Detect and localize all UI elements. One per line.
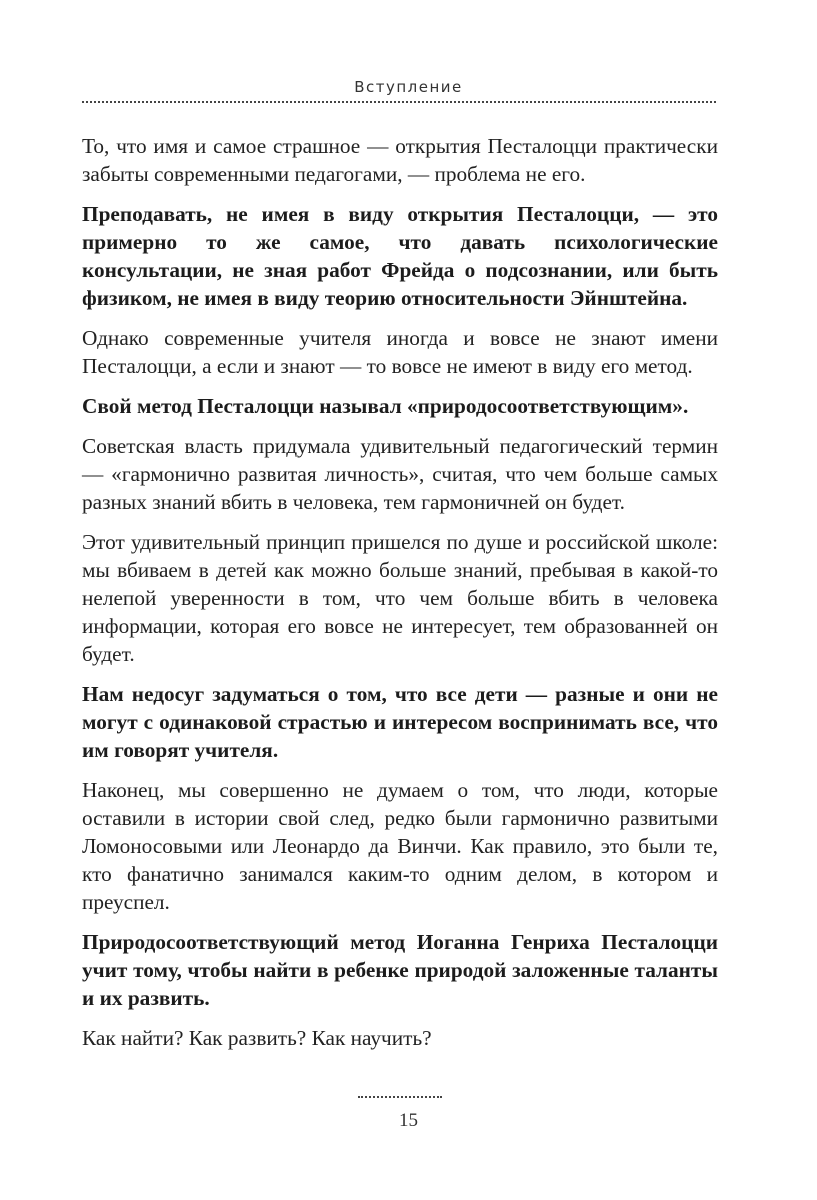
- paragraph: Как найти? Как развить? Как научить?: [82, 1026, 432, 1050]
- bold-paragraph: Преподавать, не имея в виду открытия Песталоцци, — это примерно то же самое, что давать психологические консультации, не зная работ Фрейда о подсознании, или быть физиком, не имея в виду теорию относительности Эйнштейна.: [82, 202, 718, 310]
- paragraph: Однако современные учителя иногда и вовсе не знают имени Песталоцци, а если и знают — то вовсе не имеют в виду его метод.: [82, 326, 718, 378]
- page-number: 15: [399, 1110, 418, 1131]
- body-text: [82, 132, 718, 1052]
- running-head: Вступление: [354, 78, 463, 96]
- bold-paragraph: Природосоответствующий метод Иоганна Генриха Песталоцци учит тому, чтобы найти в ребенке природой заложенные таланты и их развить.: [82, 930, 718, 1010]
- header-dotted-rule: [82, 101, 716, 103]
- bold-paragraph: Свой метод Песталоцци называл «природосоответствующим».: [82, 394, 689, 418]
- paragraph: Наконец, мы совершенно не думаем о том, что люди, которые оставили в истории свой след, редко были гармонично развитыми Ломоносовыми или Леонардо да Винчи. Как правило, это были те, кто фанатично занимался каким-то одним делом, в котором и преуспел.: [82, 778, 718, 914]
- paragraph: Этот удивительный принцип пришелся по душе и российской школе: мы вбиваем в детей как можно больше знаний, пребывая в какой-то нелепой уверенности в том, что чем больше вбить в человека информации, которая его вовсе не интересует, тем образованней он будет.: [82, 530, 718, 666]
- paragraph: Советская власть придумала удивительный педагогический термин — «гармонично развитая личность», считая, что чем больше самых разных знаний вбить в человека, тем гармоничней он будет.: [82, 434, 718, 514]
- bold-paragraph: Нам недосуг задуматься о том, что все дети — разные и они не могут с одинаковой страстью и интересом воспринимать все, что им говорят учителя.: [82, 682, 718, 762]
- footer-dotted-rule: [358, 1096, 442, 1098]
- paragraph: То, что имя и самое страшное — открытия Песталоцци практически забыты современными педагогами, — проблема не его.: [82, 134, 718, 186]
